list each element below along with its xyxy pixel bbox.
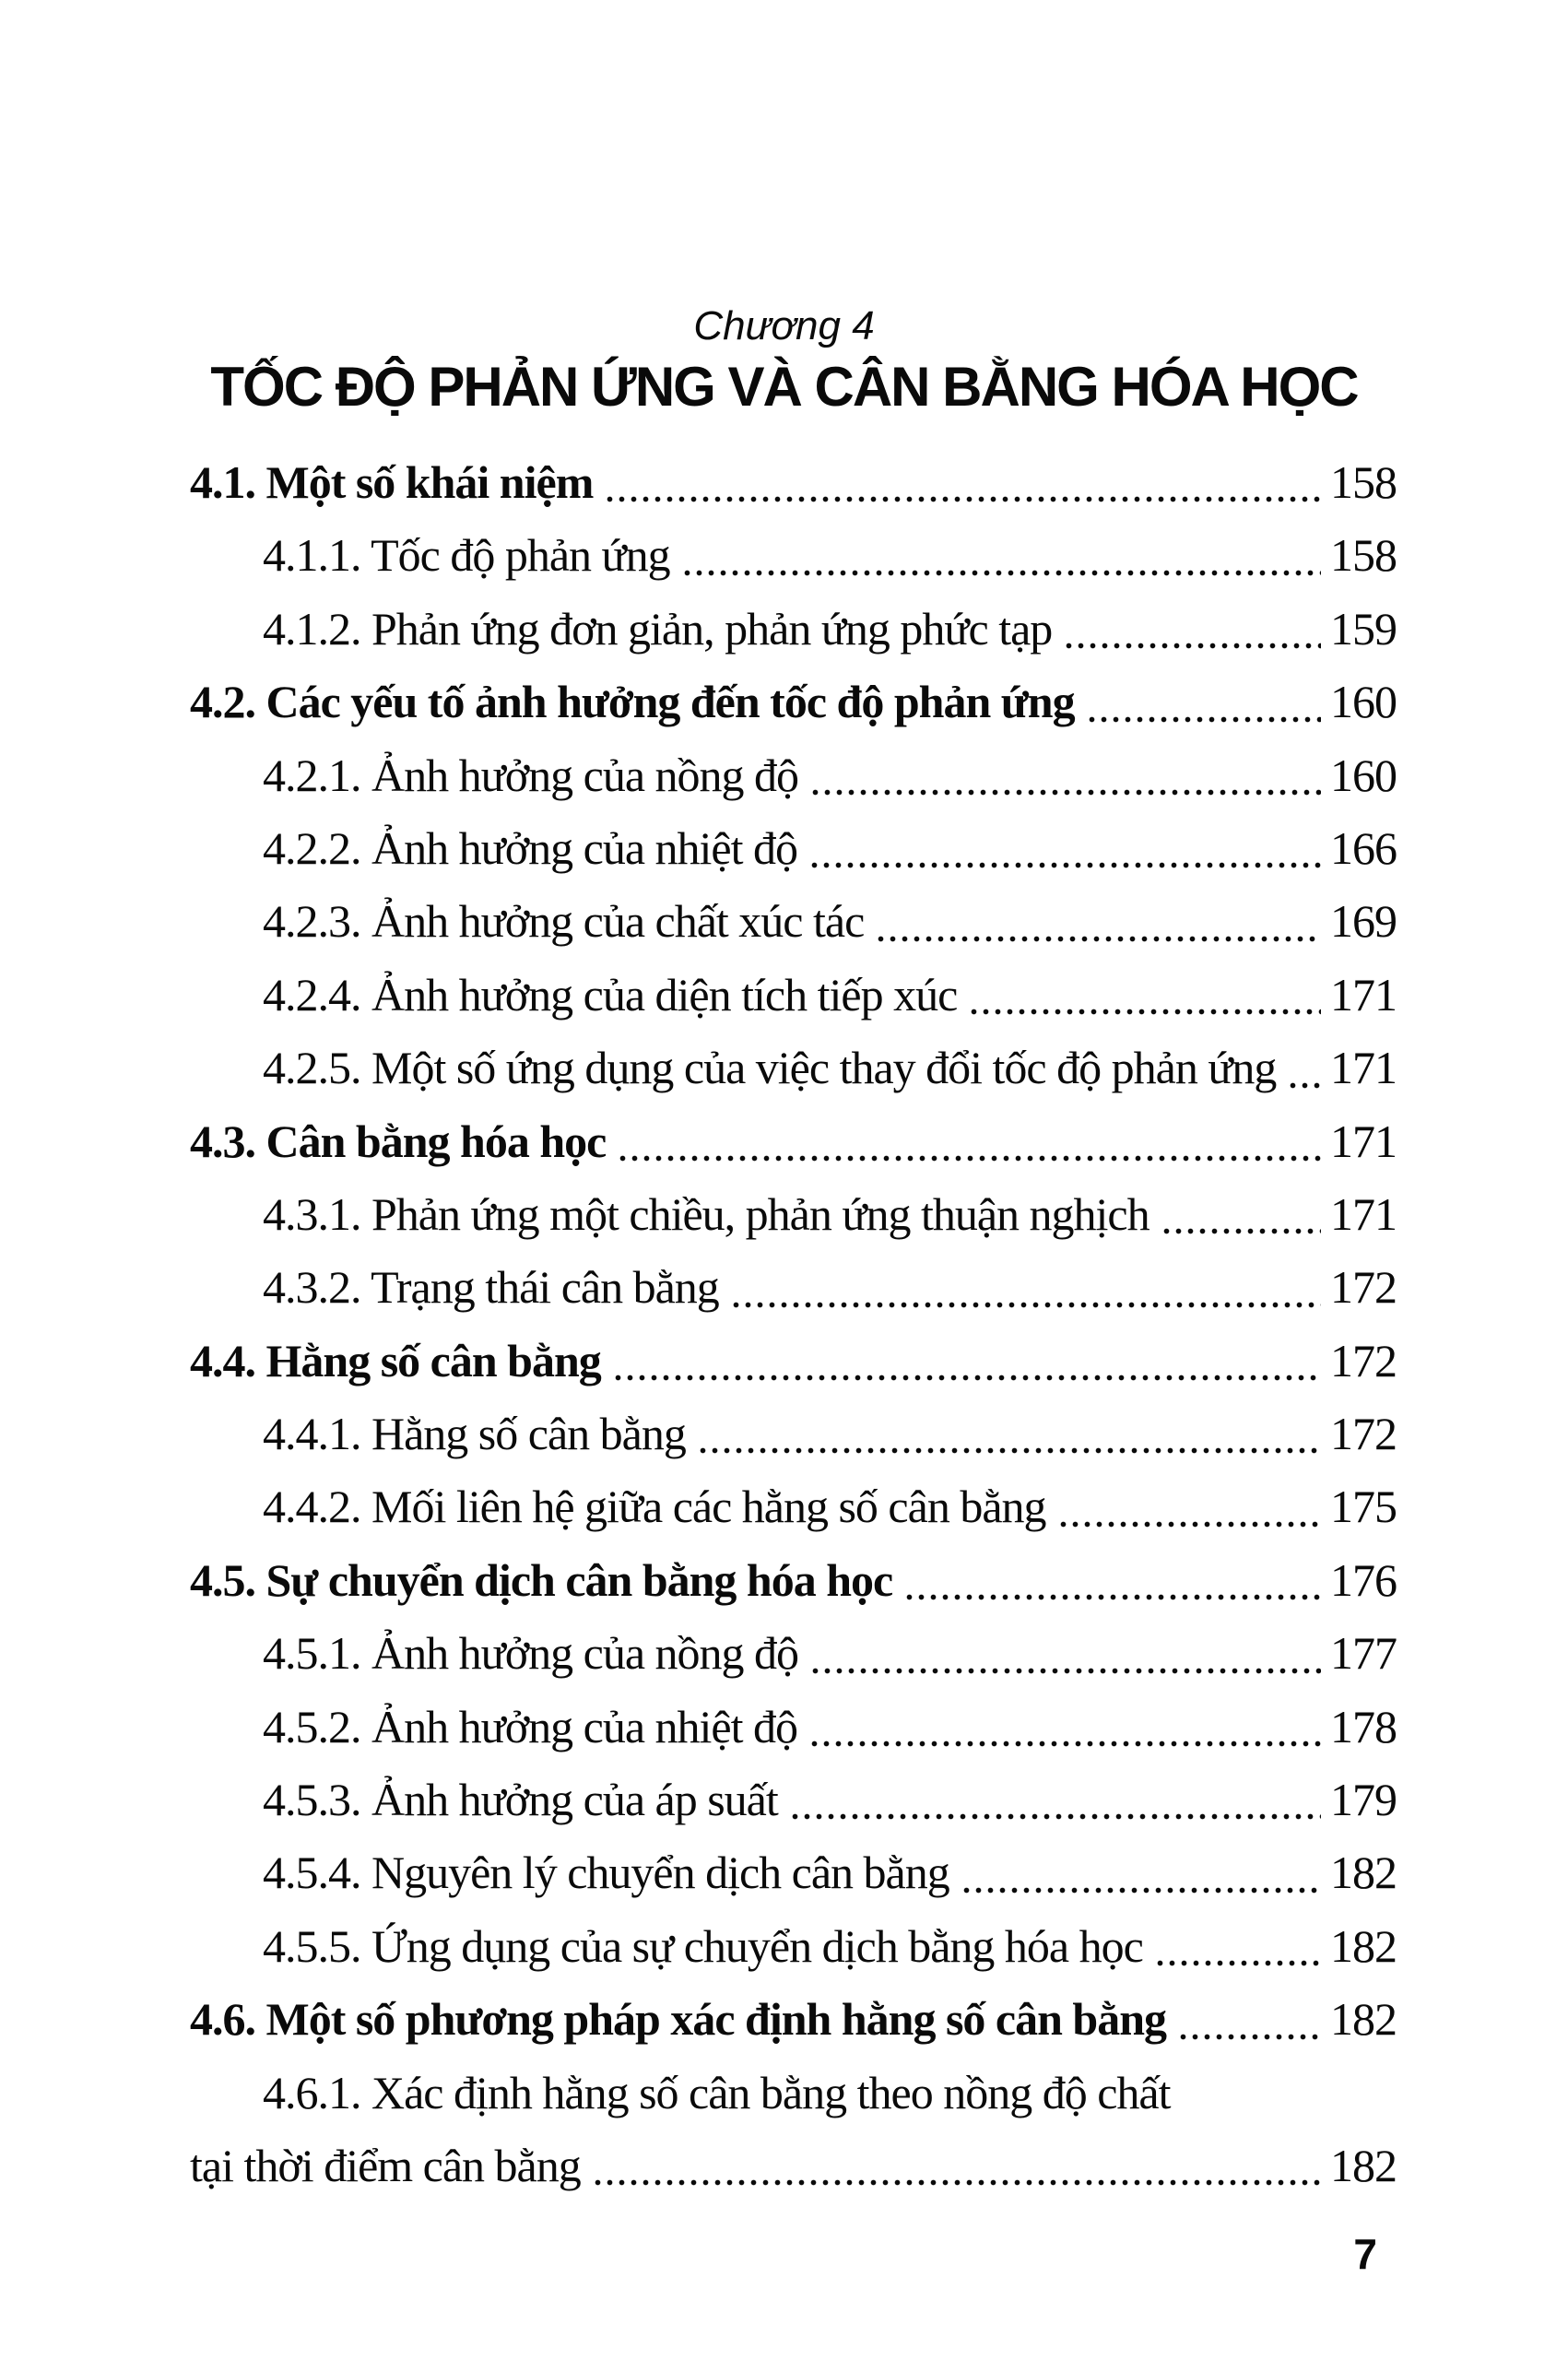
toc-entry-page: 166 — [1330, 821, 1397, 874]
toc-entry — [190, 519, 1397, 592]
toc-dot-leader — [1154, 1960, 1321, 1966]
toc-dot-leader — [1287, 1082, 1321, 1089]
toc-entry-label: 4.2.5. Một số ứng dụng của việc thay đổi tốc độ phản ứng — [263, 1042, 1277, 1094]
toc-entry-page: 179 — [1330, 1774, 1397, 1826]
toc-entry — [190, 446, 1397, 519]
chapter-title: TỐC ĐỘ PHẢN ỨNG VÀ CÂN BẰNG HÓA HỌC — [210, 356, 1358, 418]
toc-entry-page: 171 — [1330, 1115, 1397, 1167]
page-number: 7 — [1353, 2230, 1377, 2278]
toc-dot-leader — [875, 936, 1321, 942]
toc-entry — [190, 959, 1397, 1032]
toc-entry-label: 4.2.2. Ảnh hưởng của nhiệt độ — [263, 821, 798, 874]
toc-dot-leader — [697, 1447, 1321, 1454]
toc-entry — [190, 885, 1397, 958]
toc-dot-leader — [730, 1302, 1321, 1308]
toc-entry-page: 169 — [1330, 895, 1397, 948]
toc-entry-page: 158 — [1330, 529, 1397, 582]
toc-entry-label: 4.4.1. Hằng số cân bằng — [263, 1408, 686, 1460]
toc-dot-leader — [961, 1887, 1321, 1894]
toc-entry-label: 4.5. Sự chuyển dịch cân bằng hóa học — [190, 1553, 893, 1606]
toc-entry-label: 4.6.1. Xác định hằng số cân bằng theo nồng độ chất — [263, 2066, 1171, 2118]
toc-entry-page: 176 — [1330, 1553, 1397, 1606]
toc-entry-page: 160 — [1330, 749, 1397, 801]
toc-dot-leader — [604, 496, 1321, 502]
toc-dot-leader — [1086, 716, 1321, 723]
toc-entry — [190, 1251, 1397, 1324]
toc-dot-leader — [681, 570, 1321, 576]
toc-entry — [190, 1398, 1397, 1470]
toc-entry — [190, 739, 1397, 812]
toc-entry — [190, 593, 1397, 666]
toc-entry-page: 182 — [1330, 2139, 1397, 2191]
toc-entry-page: 172 — [1330, 1334, 1397, 1386]
chapter-header — [0, 0, 1568, 418]
toc-entry-label: 4.5.1. Ảnh hưởng của nồng độ — [263, 1627, 799, 1680]
toc-entry — [190, 1325, 1397, 1398]
toc-entry-page: 172 — [1330, 1408, 1397, 1460]
toc-dot-leader — [1057, 1521, 1321, 1528]
toc-dot-leader — [808, 862, 1321, 868]
toc-dot-leader — [1177, 2034, 1321, 2040]
toc-entry-label: 4.1.1. Tốc độ phản ứng — [263, 529, 670, 582]
toc-entry — [190, 1178, 1397, 1251]
toc-entry-label: 4.5.3. Ảnh hưởng của áp suất — [263, 1774, 778, 1826]
toc-dot-leader — [1063, 643, 1321, 649]
toc-entry — [190, 1617, 1397, 1690]
toc-entry-label: 4.2.4. Ảnh hưởng của diện tích tiếp xúc — [263, 968, 958, 1021]
toc-entry-label: 4.3.1. Phản ứng một chiều, phản ứng thuận nghịch — [263, 1187, 1149, 1240]
toc-dot-leader — [617, 1155, 1321, 1162]
toc-entry-label: 4.1.2. Phản ứng đơn giản, phản ứng phức tạp — [263, 602, 1053, 655]
toc-entry-label: 4.4. Hằng số cân bằng — [190, 1334, 601, 1386]
toc-entry-page: 160 — [1330, 676, 1397, 728]
toc-dot-leader — [809, 789, 1321, 796]
toc-entry — [190, 1470, 1397, 1543]
toc-entry-label: 4.3. Cân bằng hóa học — [190, 1115, 607, 1167]
toc-entry-label: 4.2.1. Ảnh hưởng của nồng độ — [263, 749, 799, 801]
toc-entry-page: 175 — [1330, 1481, 1397, 1533]
toc-dot-leader — [612, 1375, 1321, 1381]
toc-dot-leader — [903, 1594, 1321, 1600]
toc-entry-label: 4.1. Một số khái niệm — [190, 456, 594, 508]
toc-entry — [190, 2057, 1397, 2130]
toc-entry — [190, 2130, 1397, 2202]
toc-entry-page: 177 — [1330, 1627, 1397, 1680]
toc-entry — [190, 1691, 1397, 1764]
toc-dot-leader — [968, 1009, 1321, 1015]
toc-entry-page: 171 — [1330, 1187, 1397, 1240]
toc-entry-page: 182 — [1330, 1993, 1397, 2046]
toc-dot-leader — [809, 1668, 1321, 1674]
toc-entry — [190, 812, 1397, 885]
toc-entry-label: 4.5.5. Ứng dụng của sự chuyển dịch bằng hóa học — [263, 1919, 1143, 1972]
toc-entry — [190, 1105, 1397, 1178]
toc-entry-label: 4.5.4. Nguyên lý chuyển dịch cân bằng — [263, 1847, 949, 1899]
toc-entry-page: 171 — [1330, 968, 1397, 1021]
toc-entry-label: tại thời điểm cân bằng — [190, 2139, 581, 2191]
toc-entry — [190, 1032, 1397, 1104]
toc-entry — [190, 1764, 1397, 1836]
toc-dot-leader — [789, 1813, 1321, 1820]
toc-dot-leader — [1161, 1228, 1321, 1234]
toc-entry-page: 158 — [1330, 456, 1397, 508]
toc-entry-label: 4.2.3. Ảnh hưởng của chất xúc tác — [263, 895, 865, 948]
toc-entry-page: 182 — [1330, 1919, 1397, 1972]
toc-entry — [190, 666, 1397, 738]
toc-dot-leader — [808, 1740, 1321, 1747]
toc-entry — [190, 1910, 1397, 1983]
toc-entry-page: 159 — [1330, 602, 1397, 655]
chapter-label: Chương 4 — [693, 303, 875, 348]
toc-entry-label: 4.3.2. Trạng thái cân bằng — [263, 1261, 719, 1314]
toc-entry-page: 182 — [1330, 1847, 1397, 1899]
toc-entry-label: 4.4.2. Mối liên hệ giữa các hằng số cân bằng — [263, 1481, 1046, 1533]
toc-entry-label: 4.6. Một số phương pháp xác định hằng số cân bằng — [190, 1993, 1167, 2046]
toc-entry-page: 172 — [1330, 1261, 1397, 1314]
toc-entry-label: 4.2. Các yếu tố ảnh hưởng đến tốc độ phản ứng — [190, 676, 1075, 728]
toc-entry-page: 178 — [1330, 1700, 1397, 1752]
toc-entry — [190, 1544, 1397, 1617]
table-of-contents — [190, 446, 1397, 2202]
toc-entry — [190, 1983, 1397, 2056]
toc-entry-label: 4.5.2. Ảnh hưởng của nhiệt độ — [263, 1700, 798, 1752]
toc-entry — [190, 1836, 1397, 1909]
toc-entry-page: 171 — [1330, 1042, 1397, 1094]
toc-dot-leader — [592, 2179, 1321, 2186]
